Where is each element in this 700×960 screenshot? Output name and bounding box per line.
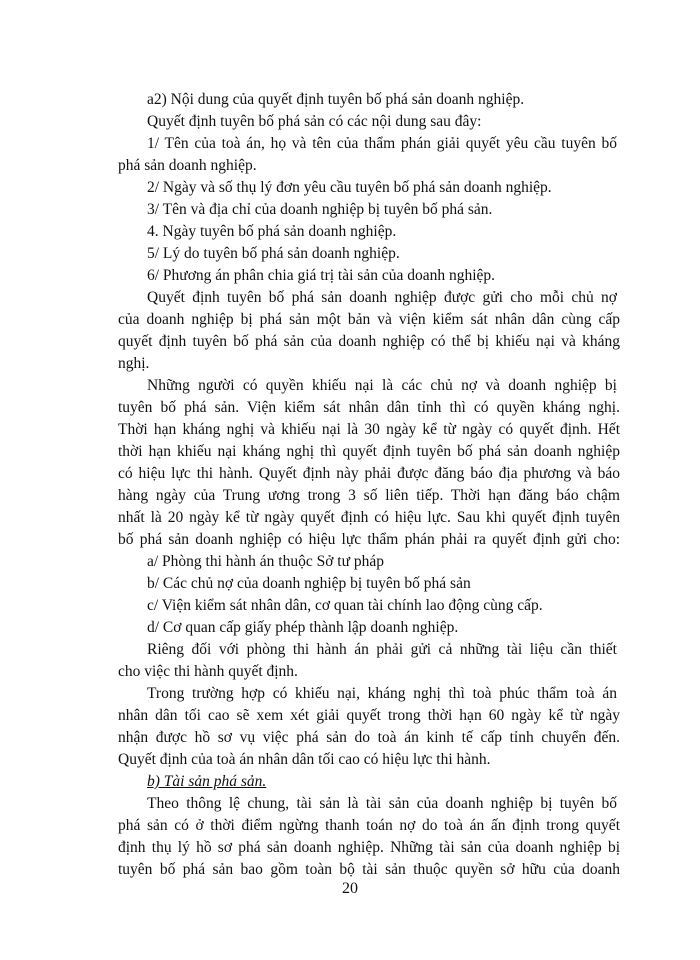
section-heading-b: b) Tài sản phá sản. bbox=[147, 773, 267, 790]
text-line: của doanh nghiệp bị phá sản một bản và viện kiểm sát nhân dân cùng cấp bbox=[118, 311, 620, 328]
page-number: 20 bbox=[342, 880, 358, 897]
text-line: 3/ Tên và địa chỉ của doanh nghiệp bị tuyên bố phá sản. bbox=[147, 201, 493, 218]
text-line: có hiệu lực thi hành. Quyết định này phải được đăng báo địa phương và báo bbox=[118, 465, 620, 482]
list-item: a/ Phòng thi hành án thuộc Sở tư pháp bbox=[147, 553, 385, 570]
text-line: phá sản doanh nghiệp. bbox=[118, 157, 257, 174]
text-line: nhận được hồ sơ vụ việc phá sản do toà án kinh tế cấp tỉnh chuyển đến. bbox=[118, 729, 620, 746]
text-line: quyết định tuyên bố phá sản của doanh nghiệp có thể bị khiếu nại và kháng bbox=[118, 333, 620, 350]
text-line: Quyết định của toà án nhân dân tối cao có hiệu lực thi hành. bbox=[118, 751, 491, 768]
text-line: Riêng đối với phòng thi hành án phải gửi cả những tài liệu cần thiết bbox=[147, 641, 617, 658]
text-line: Thời hạn kháng nghị và khiếu nại là 30 ngày kể từ ngày có quyết định. Hết bbox=[118, 421, 620, 438]
text-line: 6/ Phương án phân chia giá trị tài sản của doanh nghiệp. bbox=[147, 267, 496, 284]
text-line: thời hạn khiếu nại kháng nghị thì quyết định tuyên bố phá sản doanh nghiệp bbox=[118, 443, 620, 460]
text-line: nghị. bbox=[118, 355, 150, 372]
text-line: tuyên bố phá sản bao gồm toàn bộ tài sản thuộc quyền sở hữu của doanh bbox=[118, 861, 620, 878]
text-line: Trong trường hợp có khiếu nại, kháng nghị thì toà phúc thẩm toà án bbox=[147, 685, 617, 702]
list-item: b/ Các chủ nợ của doanh nghiệp bị tuyên bố phá sản bbox=[147, 575, 471, 592]
list-item: d/ Cơ quan cấp giấy phép thành lập doanh nghiệp. bbox=[147, 619, 459, 636]
text-line: phá sản có ở thời điểm ngừng thanh toán nợ do toà án ấn định trong quyết bbox=[118, 817, 620, 834]
text-line: bố phá sản doanh nghiệp có hiệu lực thẩm phán phải ra quyết định gửi cho: bbox=[118, 531, 620, 548]
text-line: định thụ lý hồ sơ phá sản doanh nghiệp. Những tài sản của doanh nghiệp bị bbox=[118, 839, 620, 856]
section-heading-a2: a2) Nội dung của quyết định tuyên bố phá sản doanh nghiệp. bbox=[147, 91, 525, 108]
text-line: tuyên bố phá sản. Viện kiểm sát nhân dân tỉnh thì có quyền kháng nghị. bbox=[118, 399, 620, 416]
text-line: 5/ Lý do tuyên bố phá sản doanh nghiệp. bbox=[147, 245, 400, 262]
list-item: c/ Viện kiểm sát nhân dân, cơ quan tài chính lao động cùng cấp. bbox=[147, 597, 543, 614]
text-line: Theo thông lệ chung, tài sản là tài sản của doanh nghiệp bị tuyên bố bbox=[147, 795, 617, 812]
text-line: nhân dân tối cao sẽ xem xét giải quyết trong thời hạn 60 ngày kể từ ngày bbox=[118, 707, 620, 724]
text-line: hàng ngày của Trung ương trong 3 số liên tiếp. Thời hạn đăng báo chậm bbox=[118, 487, 620, 504]
text-line: 4. Ngày tuyên bố phá sản doanh nghiệp. bbox=[147, 223, 397, 240]
text-line: nhất là 20 ngày kể từ ngày quyết định có hiệu lực. Sau khi quyết định tuyên bbox=[118, 509, 620, 526]
text-line: 2/ Ngày và số thụ lý đơn yêu cầu tuyên bố phá sản doanh nghiệp. bbox=[147, 179, 552, 196]
text-line: cho việc thi hành quyết định. bbox=[118, 663, 298, 680]
text-line: 1/ Tên của toà án, họ và tên của thẩm phán giải quyết yêu cầu tuyên bố bbox=[147, 135, 617, 152]
text-line: Quyết định tuyên bố phá sản doanh nghiệp được gửi cho mỗi chủ nợ bbox=[147, 289, 617, 306]
text-line: Quyết định tuyên bố phá sản có các nội dung sau đây: bbox=[147, 113, 482, 130]
text-line: Những người có quyền khiếu nại là các chủ nợ và doanh nghiệp bị bbox=[147, 377, 617, 394]
